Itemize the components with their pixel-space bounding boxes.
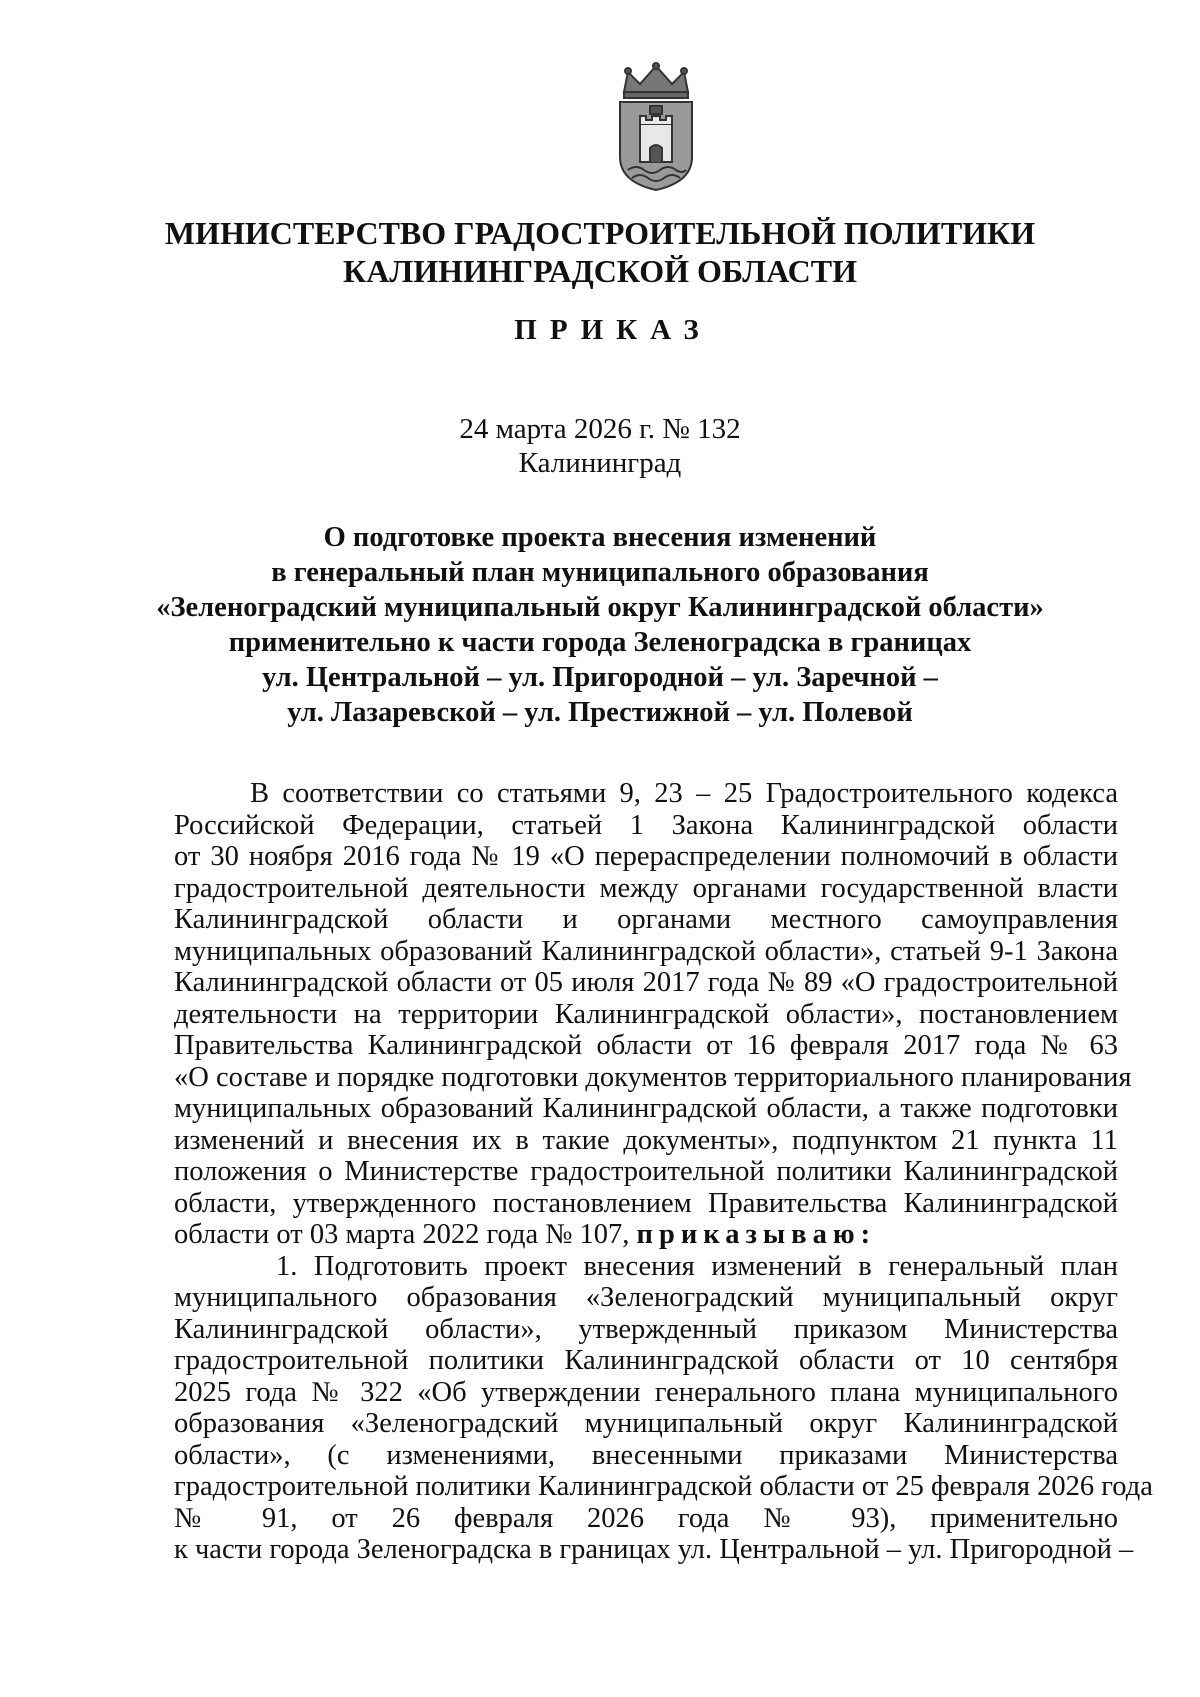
item-1-line: 2025 года № 322 «Об утверждении генерального плана муниципального (174, 1376, 1118, 1408)
body-line: В соответствии со статьями 9, 23 – 25 Градостроительного кодекса (250, 778, 1118, 809)
item-1-line: области», (с изменениями, внесенными приказами Министерства (174, 1439, 1118, 1471)
ministry-line-1: МИНИСТЕРСТВО ГРАДОСТРОИТЕЛЬНОЙ ПОЛИТИКИ (164, 215, 1036, 251)
item-1-line: градостроительной политики Калининградской области от 10 сентября (174, 1345, 1118, 1376)
body-line: области, утвержденного постановлением Правительства Калининградской (174, 1187, 1118, 1219)
item-1-line: градостроительной политики Калининградской области от 25 февраля 2026 года (174, 1471, 1153, 1502)
order-word: приказываю: (636, 1219, 877, 1250)
body-line: Калининградской области от 05 июля 2017 года № 89 «О градостроительной (174, 967, 1118, 998)
item-1-line: образования «Зеленоградский муниципальный округ Калининградской (174, 1408, 1118, 1439)
ministry-line-2: КАЛИНИНГРАДСКОЙ ОБЛАСТИ (343, 253, 857, 289)
body-line-order-clause (174, 1219, 1118, 1251)
body-line: Российской Федерации, статьей 1 Закона Калининградской области (174, 809, 1118, 841)
body-line: градостроительной деятельности между органами государственной власти (174, 872, 1118, 904)
subject-line: применительно к части города Зеленоградска в границах (228, 627, 972, 658)
subject-line: О подготовке проекта внесения изменений (323, 522, 877, 553)
order-body (174, 778, 1153, 1566)
body-line: деятельности на территории Калининградской области», постановлением (174, 998, 1118, 1030)
body-line: «О составе и порядке подготовки документов территориального планирования (174, 1061, 1132, 1093)
item-1-line: Калининградской области», утвержденный приказом Министерства (174, 1313, 1118, 1345)
kaliningrad-region-coat-of-arms-icon (610, 62, 702, 192)
preamble-last-line: области от 03 марта 2022 года № 107, (174, 1219, 630, 1250)
subject-line: ул. Центральной – ул. Пригородной – ул. Заречной – (262, 662, 938, 693)
city: Калининград (518, 447, 682, 479)
subject-line: «Зеленоградский муниципальный округ Калининградской области» (156, 592, 1044, 623)
body-line: Калининградской области и органами местного самоуправления (174, 904, 1118, 935)
ministry-name (0, 214, 1200, 290)
body-line: изменений и внесения их в такие документы», подпунктом 21 пункта 11 (174, 1124, 1118, 1156)
body-line: муниципальных образований Калининградской области», статьей 9-1 Закона (174, 935, 1118, 967)
subject-line: в генеральный план муниципального образования (271, 557, 929, 588)
body-line: от 30 ноября 2016 года № 19 «О перераспределении полномочий в области (174, 841, 1118, 872)
body-line: положения о Министерстве градостроительной политики Калининградской (174, 1156, 1118, 1187)
body-line: Правительства Калининградской области от 16 февраля 2017 года № 63 (174, 1030, 1118, 1061)
item-1-line: к части города Зеленоградска в границах ул. Центральной – ул. Пригородной – (174, 1534, 1134, 1565)
date-and-place (0, 412, 1200, 480)
body-line: муниципальных образований Калининградской области, а также подготовки (174, 1093, 1118, 1124)
item-1-line: муниципального образования «Зеленоградский муниципальный округ (174, 1282, 1118, 1313)
date-number: 24 марта 2026 г. № 132 (459, 413, 741, 445)
document-type-title: ПРИКАЗ (514, 314, 712, 346)
item-1-line: 1. Подготовить проект внесения изменений в генеральный план (276, 1250, 1118, 1282)
subject-line: ул. Лазаревской – ул. Престижной – ул. Полевой (287, 697, 913, 728)
order-subject (0, 520, 1200, 730)
item-1-line: № 91, от 26 февраля 2026 года № 93), применительно (174, 1502, 1118, 1534)
